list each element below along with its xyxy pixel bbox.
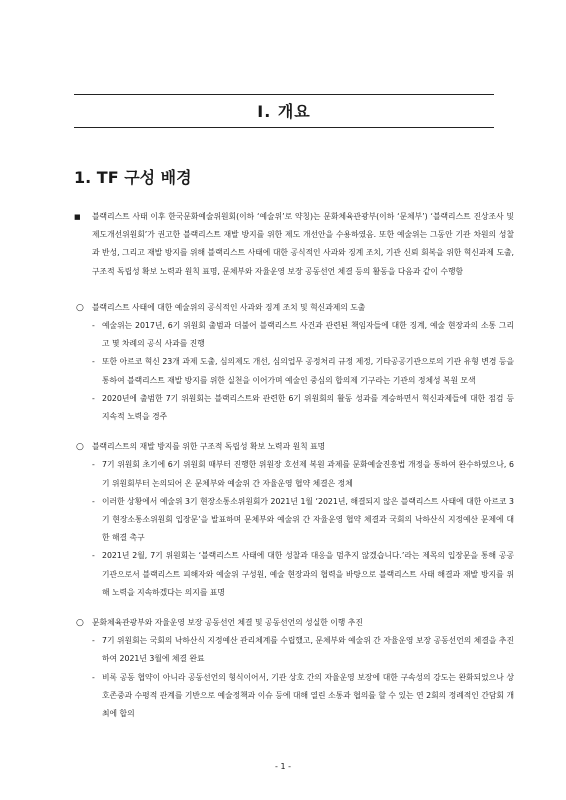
intro-text: 블랙리스트 사태 이후 한국문화예술위원회(이하 ‘예술위’로 약칭)는 문화체육관광부(이하 ‘문체부’) ‘블랙리스트 진상조사 및 제도개선위원회’가 권고한 블랙리스트 재발 방지를 위한 제도 개선안을 수용하였음. 또한 예술위는 그동안 기관 차원의 성찰과 반성, 그리고 재발 방지를 위해 블랙리스트 사태에 대한 공식적인 사과와 징계 조치, 기관 신뢰 회복을 위한 혁신과제 도출, 구조적 독립성 확보 노력과 원칙 표명, 문체부와 자율운영 보장 공동선언 체결 등의 활동을 다음과 같이 수행함 (92, 212, 514, 276)
circle-bullet-icon: ○ (76, 618, 84, 629)
document-body (74, 208, 514, 723)
list-item (92, 669, 514, 724)
page-number: - 1 - (275, 762, 291, 771)
dash-marker: - (92, 672, 95, 682)
list-item-text: 또한 아르코 혁신 23개 과제 도출, 심의제도 개선, 심의업무 공정처리 규정 제정, 기타공공기관으로의 기관 유형 변경 등을 통하여 블랙리스트 재발 방지를 위한 실천을 이어가며 예술인 중심의 합의제 기구라는 기관의 정체성 복원 모색 (102, 357, 514, 385)
subsection-title: 블랙리스트 사태에 대한 예술위의 공식적인 사과와 징계 조치 및 혁신과제의 도출 (92, 302, 366, 312)
list-item (92, 632, 514, 668)
dash-marker: - (92, 460, 95, 470)
list-item (92, 456, 514, 492)
section-title: 1. TF 구성 배경 (74, 168, 192, 187)
list-item (92, 390, 514, 426)
list-item (92, 317, 514, 353)
list-item-text: 예술위는 2017년, 6기 위원회 출범과 더불어 블랙리스트 사건과 관련된 책임자들에 대한 징계, 예술 현장과의 소통 그리고 몇 차례의 공식 사과를 진행 (102, 321, 514, 349)
dash-marker: - (92, 393, 95, 403)
dash-marker: - (92, 496, 95, 506)
dash-list (74, 456, 514, 602)
dash-marker: - (92, 321, 95, 331)
chapter-title: Ⅰ. 개요 (257, 102, 311, 121)
list-item-text: 7기 위원회 초기에 6기 위원회 때부터 진행한 위원장 호선제 복원 과제를 문화예술진흥법 개정을 통하여 완수하였으나, 6기 위원회부터 논의되어 온 문체부와 예술위 간 자율운영 협약 체결은 정체 (102, 460, 514, 488)
subsection-title: 블랙리스트의 재발 방지를 위한 구조적 독립성 확보 노력과 원칙 표명 (92, 442, 326, 452)
header-rule-bottom (74, 127, 494, 128)
dash-marker: - (92, 636, 95, 646)
intro-paragraph (74, 208, 514, 281)
list-item-text: 비록 공동 협약이 아니라 공동선언의 형식이어서, 기관 상호 간의 자율운영 보장에 대한 구속성의 강도는 완화되었으나 상호존중과 수평적 관계를 기반으로 예술정책과 이슈 등에 대해 열린 소통과 협의를 할 수 있는 연 2회의 정례적인 간담회 개최에 합의 (102, 672, 514, 719)
subsection-heading (74, 614, 514, 632)
subsection-heading (74, 299, 514, 317)
dash-list (74, 317, 514, 426)
dash-marker: - (92, 551, 95, 561)
subsection-title: 문화체육관광부와 자율운영 보장 공동선언 체결 및 공동선언의 성실한 이행 추진 (92, 618, 363, 628)
list-item-text: 이러한 상황에서 예술위 3기 현장소통소위원회가 2021년 1월 ‘2021년, 해결되지 않은 블랙리스트 사태에 대한 아르코 3기 현장소통소위원회 입장문’을 발표하며 문체부와 예술위 간 자율운영 협약 체결과 국회의 낙하산식 지정예산 문제에 대한 해결 촉구 (102, 496, 514, 543)
list-item-text: 2020년에 출범한 7기 위원회는 블랙리스트와 관련한 6기 위원회의 활동 성과를 계승하면서 혁신과제들에 대한 점검 등 지속적 노력을 경주 (102, 393, 514, 422)
circle-bullet-icon: ○ (76, 442, 84, 453)
list-item (92, 493, 514, 548)
header-rule-top (74, 94, 494, 95)
circle-bullet-icon: ○ (76, 302, 84, 313)
subsection-heading (74, 438, 514, 456)
list-item-text: 2021년 2월, 7기 위원회는 ‘블랙리스트 사태에 대한 성찰과 대응을 멈추지 않겠습니다.’라는 제목의 입장문을 통해 공공기관으로서 블랙리스트 피해자와 예술위 구성원, 예술 현장과의 협력을 바탕으로 블랙리스트 사태 해결과 재발 방지를 위해 노력을 지속하겠다는 의지를 표명 (102, 551, 514, 597)
list-item (92, 353, 514, 389)
dash-marker: - (92, 357, 95, 367)
list-item-text: 7기 위원회는 국회의 낙하산식 지정예산 관리체계를 수립했고, 문체부와 예술위 간 자율운영 보장 공동선언의 체결을 추진하여 2021년 3월에 체결 완료 (102, 636, 514, 664)
dash-list (74, 632, 514, 723)
square-bullet-icon: ■ (74, 213, 81, 221)
list-item (92, 547, 514, 602)
